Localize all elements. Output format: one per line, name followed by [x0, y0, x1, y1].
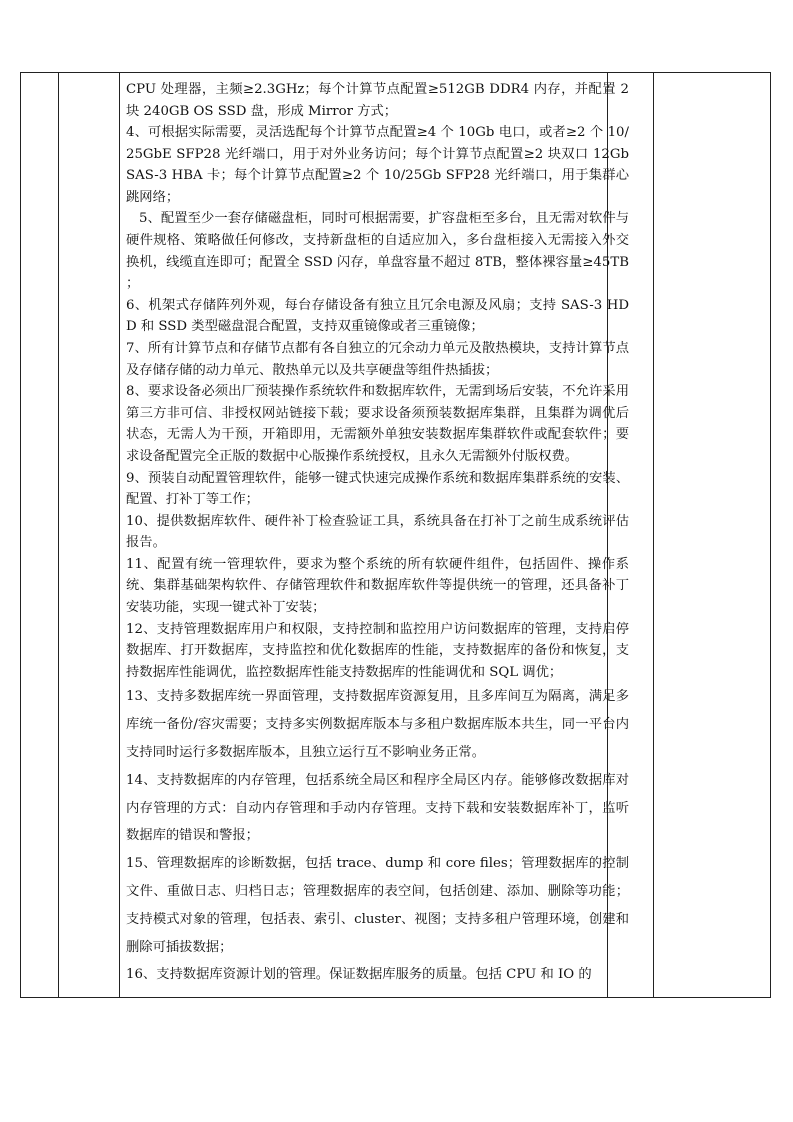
column-divider: [58, 73, 59, 997]
requirement-paragraph: 6、机架式存储阵列外观，每台存储设备有独立且冗余电源及风扇；支持 SAS-3 HDD 和 SSD 类型磁盘混合配置，支持双重镜像或者三重镜像；: [126, 297, 629, 335]
requirement-paragraph: CPU 处理器，主频≥2.3GHz；每个计算节点配置≥512GB DDR4 内存，并配置 2 块 240GB OS SSD 盘，形成 Mirror 方式；: [126, 82, 634, 119]
requirement-paragraph: 7、所有计算节点和存储节点都有各自独立的冗余动力单元及散热模块，支持计算节点及存储存储的动力单元、散热单元以及共享硬盘等组件热插拔；: [126, 340, 629, 378]
column-divider: [119, 73, 120, 997]
requirement-paragraph: 10、提供数据库软件、硬件补丁检查验证工具，系统具备在打补丁之前生成系统评估报告。: [126, 513, 629, 551]
requirement-paragraph: 8、要求设备必须出厂预装操作系统软件和数据库软件，无需到场后安装，不允许采用第三方非可信、非授权网站链接下载；要求设备须预装数据库集群，且集群为调优后状态，无需人为干预，开箱即用，无需额外单独安装数据库集群软件或配套软件；要求设备配置完全正版的数据中心版操作系统授权，且永久无需额外付版权费。: [126, 384, 629, 464]
column-divider: [653, 73, 654, 997]
requirement-paragraph: 14、支持数据库的内存管理，包括系统全局区和程序全局区内存。能够修改数据库对内存管理的方式：自动内存管理和手动内存管理。支持下载和安装数据库补丁，监听数据库的错误和警报；: [126, 772, 629, 844]
requirement-paragraph: 15、管理数据库的诊断数据，包括 trace、dump 和 core files；管理数据库的控制文件、重做日志、归档日志；管理数据库的表空间，包括创建、添加、删除等功能；支持模式对象的管理，包括表、索引、cluster、视图；支持多租户管理环境，创建和删除可插拔数据；: [126, 856, 629, 955]
requirement-paragraph: 16、支持数据库资源计划的管理。保证数据库服务的质量。包括 CPU 和 IO 的: [126, 967, 592, 983]
requirement-paragraph: 12、支持管理数据库用户和权限，支持控制和监控用户访问数据库的管理，支持启停数据库、打开数据库，支持监控和优化数据库的性能，支持数据库的备份和恢复，支持数据库性能调优，监控数据库性能支持数据库的性能调优和 SQL 调优；: [126, 621, 629, 680]
requirement-paragraph: 4、可根据实际需要，灵活选配每个计算节点配置≥4 个 10Gb 电口，或者≥2 个 10/25GbE SFP28 光纤端口，用于对外业务访问；每个计算节点配置≥2 块双口 12Gb SAS-3 HBA 卡；每个计算节点配置≥2 个 10/25Gb SFP28 光纤端口，用于集群心跳网络；: [126, 125, 634, 205]
specification-table: [20, 72, 771, 998]
requirement-paragraph: 5、配置至少一套存储磁盘柜，同时可根据需要，扩容盘柜至多台，且无需对软件与硬件规格、策略做任何修改，支持新盘柜的自适应加入，多台盘柜接入无需接入外交换机，线缆直连即可；配置全 SSD 闪存，单盘容量不超过 8TB，整体裸容量≥45TB ；: [126, 211, 634, 292]
requirement-paragraph: 11、配置有统一管理软件，要求为整个系统的所有软硬件组件，包括固件、操作系统、集群基础架构软件、存储管理软件和数据库软件等提供统一的管理，还具备补丁安装功能，实现一键式补丁安装；: [126, 556, 629, 616]
requirement-paragraph: 13、支持多数据库统一界面管理，支持数据库资源复用，且多库间互为隔离，满足多库统一备份/容灾需要；支持多实例数据库版本与多租户数据库版本共生，同一平台内支持同时运行多数据库版本，且独立运行互不影响业务正常。: [126, 689, 629, 761]
requirement-paragraph: 9、预装自动配置管理软件，能够一键式快速完成操作系统和数据库集群系统的安装、配置、打补丁等工作；: [126, 470, 629, 508]
requirements-cell: [126, 79, 634, 989]
